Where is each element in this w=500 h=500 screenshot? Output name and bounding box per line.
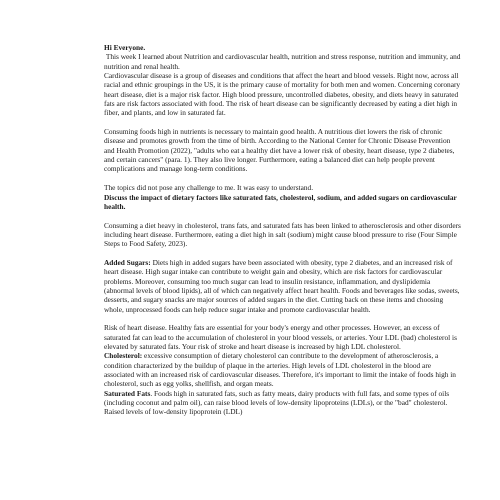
nutrients-paragraph: Consuming foods high in nutrients is necessary to maintain good health. A nutritious diet lowers the risk of chronic disease and promotes growth from the time of birth. According to the National Center for Chronic Disease Prevention and Health Promotion (2022), "adults who eat a healthy diet have a lower risk of obesity, heart disease, type 2 diabetes, and certain cancers" (para. 1). They also live longer. Furthermore, eating a balanced diet can help people prevent complications and manage long-term conditions. — [104, 127, 455, 174]
added-sugars-paragraph — [104, 258, 462, 314]
topics-line: The topics did not pose any challenge to me. It was easy to understand. — [104, 183, 314, 193]
cholesterol-paragraph — [104, 351, 462, 388]
greeting: Hi Everyone. — [104, 43, 146, 52]
saturated-fats-text: . Foods high in saturated fats, such as fatty meats, dairy products with full fats, and some types of oils (including coconut and palm oil), can raise blood levels of low-density lipoproteins (LDLs), or the "bad" cholesterol. Raised levels of low-density lipoprotein (LDL) — [104, 388, 450, 417]
discussion-question — [104, 193, 462, 212]
cholesterol-label: Cholesterol: — [104, 351, 143, 361]
spacer — [104, 211, 462, 220]
intro-text: This week I learned about Nutrition and cardiovascular health, nutrition and stress response, nutrition and immunity, and nutrition and renal health. — [104, 52, 461, 71]
spacer — [104, 314, 462, 323]
saturated-fats-label: Saturated Fats — [104, 388, 151, 398]
fats-paragraph: Risk of heart disease. Healthy fats are essential for your body's energy and other processes. However, an excess of saturated fat can lead to the accumulation of cholesterol in your blood vessels, or arteries. Your LDL (bad) cholesterol is elevated by saturated fats. Your risk of stroke and heart disease is increased by high LDL cholesterol. — [104, 323, 457, 351]
intro-paragraph — [104, 52, 462, 71]
spacer — [104, 118, 462, 127]
saturated-fats-paragraph — [104, 389, 462, 417]
added-sugars-text: Diets high in added sugars have been associated with obesity, type 2 diabetes, and an increased risk of heart disease. High sugar intake can contribute to weight gain and obesity, which are risk factors for cardiovascular problems. Moreover, consuming too much sugar can lead to insulin resistance, inflammation, and dyslipidemia (abnormal levels of blood lipids), all of which can negatively affect heart health. Foods and beverages like sodas, sweets, desserts, and sugary snacks are major sources of added sugars in the diet. Cutting back on these items and choosing whole, unprocessed foods can help reduce sugar intake and promote cardiovascular health. — [104, 257, 460, 314]
added-sugars-label: Added Sugars: — [104, 257, 151, 267]
consuming-paragraph: Consuming a diet heavy in cholesterol, trans fats, and saturated fats has been linked to atherosclerosis and other disorders including heart disease. Furthermore, eating a diet high in salt (sodium) might cause blood pressure to rise (Four Simple Steps to Food Safety, 2023). — [104, 220, 461, 249]
cholesterol-text: excessive consumption of dietary cholesterol can contribute to the development of atherosclerosis, a condition characterized by the buildup of plaque in the arteries. High levels of LDL cholesterol in the blood are associated with an increased risk of cardiovascular diseases. Therefore, it's important to limit the intake of foods high in cholesterol, such as egg yolks, shellfish, and organ meats. — [104, 351, 456, 389]
spacer — [104, 249, 462, 258]
spacer — [104, 174, 462, 183]
document-page — [104, 43, 462, 417]
question-text: Discuss the impact of dietary factors like saturated fats, cholesterol, sodium, and added sugars on cardiovascular health. — [104, 192, 457, 211]
cvd-paragraph: Cardiovascular disease is a group of diseases and conditions that affect the heart and blood vessels. Right now, across all racial and ethnic groupings in the US, it is the primary cause of mortality for both men and women. Concerning coronary heart disease, diet is a major risk factor. High blood pressure, uncontrolled diabetes, obesity, and diets heavy in saturated fats are risk factors associated with food. The risk of heart disease can be significantly decreased by eating a diet high in fiber, and plants, and low in saturated fat. — [104, 71, 461, 118]
